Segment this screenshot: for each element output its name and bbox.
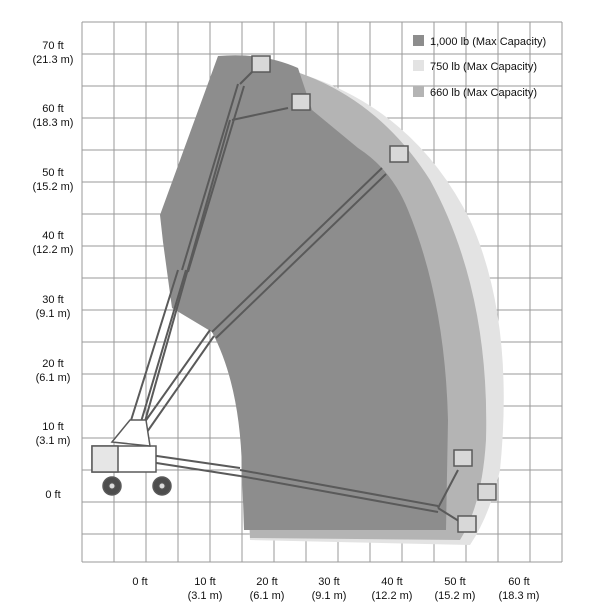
legend-swatch-1000lb [413,35,424,46]
x-label-50ft-metric: (15.2 m) [434,590,476,602]
x-label-40ft: 40 ft [381,576,403,588]
x-label-10ft-metric: (3.1 m) [187,590,223,602]
x-label-0ft: 0 ft [132,576,148,588]
x-label-20ft: 20 ft [256,576,278,588]
y-label-40ft: 40 ft [42,230,64,242]
y-axis-labels [33,40,74,501]
legend [413,35,546,99]
y-label-20ft-metric: (6.1 m) [35,372,71,384]
y-label-50ft: 50 ft [42,167,64,179]
y-label-60ft: 60 ft [42,103,64,115]
y-label-0ft: 0 ft [45,489,61,501]
y-label-30ft: 30 ft [42,294,64,306]
x-label-60ft: 60 ft [508,576,530,588]
y-label-20ft: 20 ft [42,358,64,370]
x-label-40ft-metric: (12.2 m) [371,590,413,602]
y-label-70ft: 70 ft [42,40,64,52]
x-label-30ft: 30 ft [318,576,340,588]
x-label-50ft: 50 ft [444,576,466,588]
envelope-1000lb [160,55,448,530]
x-axis-labels [132,576,539,602]
y-label-10ft: 10 ft [42,421,64,433]
x-label-20ft-metric: (6.1 m) [249,590,285,602]
y-label-40ft-metric: (12.2 m) [32,244,74,256]
y-label-10ft-metric: (3.1 m) [35,435,71,447]
legend-swatch-660lb [413,86,424,97]
y-label-30ft-metric: (9.1 m) [35,308,71,320]
x-label-30ft-metric: (9.1 m) [311,590,347,602]
y-label-60ft-metric: (18.3 m) [32,117,74,129]
legend-swatch-750lb [413,60,424,71]
y-label-50ft-metric: (15.2 m) [32,181,74,193]
legend-label-1000lb: 1,000 lb (Max Capacity) [430,36,547,48]
legend-label-750lb: 750 lb (Max Capacity) [430,61,537,73]
legend-label-660lb: 660 lb (Max Capacity) [430,87,537,99]
x-label-10ft: 10 ft [194,576,216,588]
y-label-70ft-metric: (21.3 m) [32,54,74,66]
x-label-60ft-metric: (18.3 m) [498,590,540,602]
